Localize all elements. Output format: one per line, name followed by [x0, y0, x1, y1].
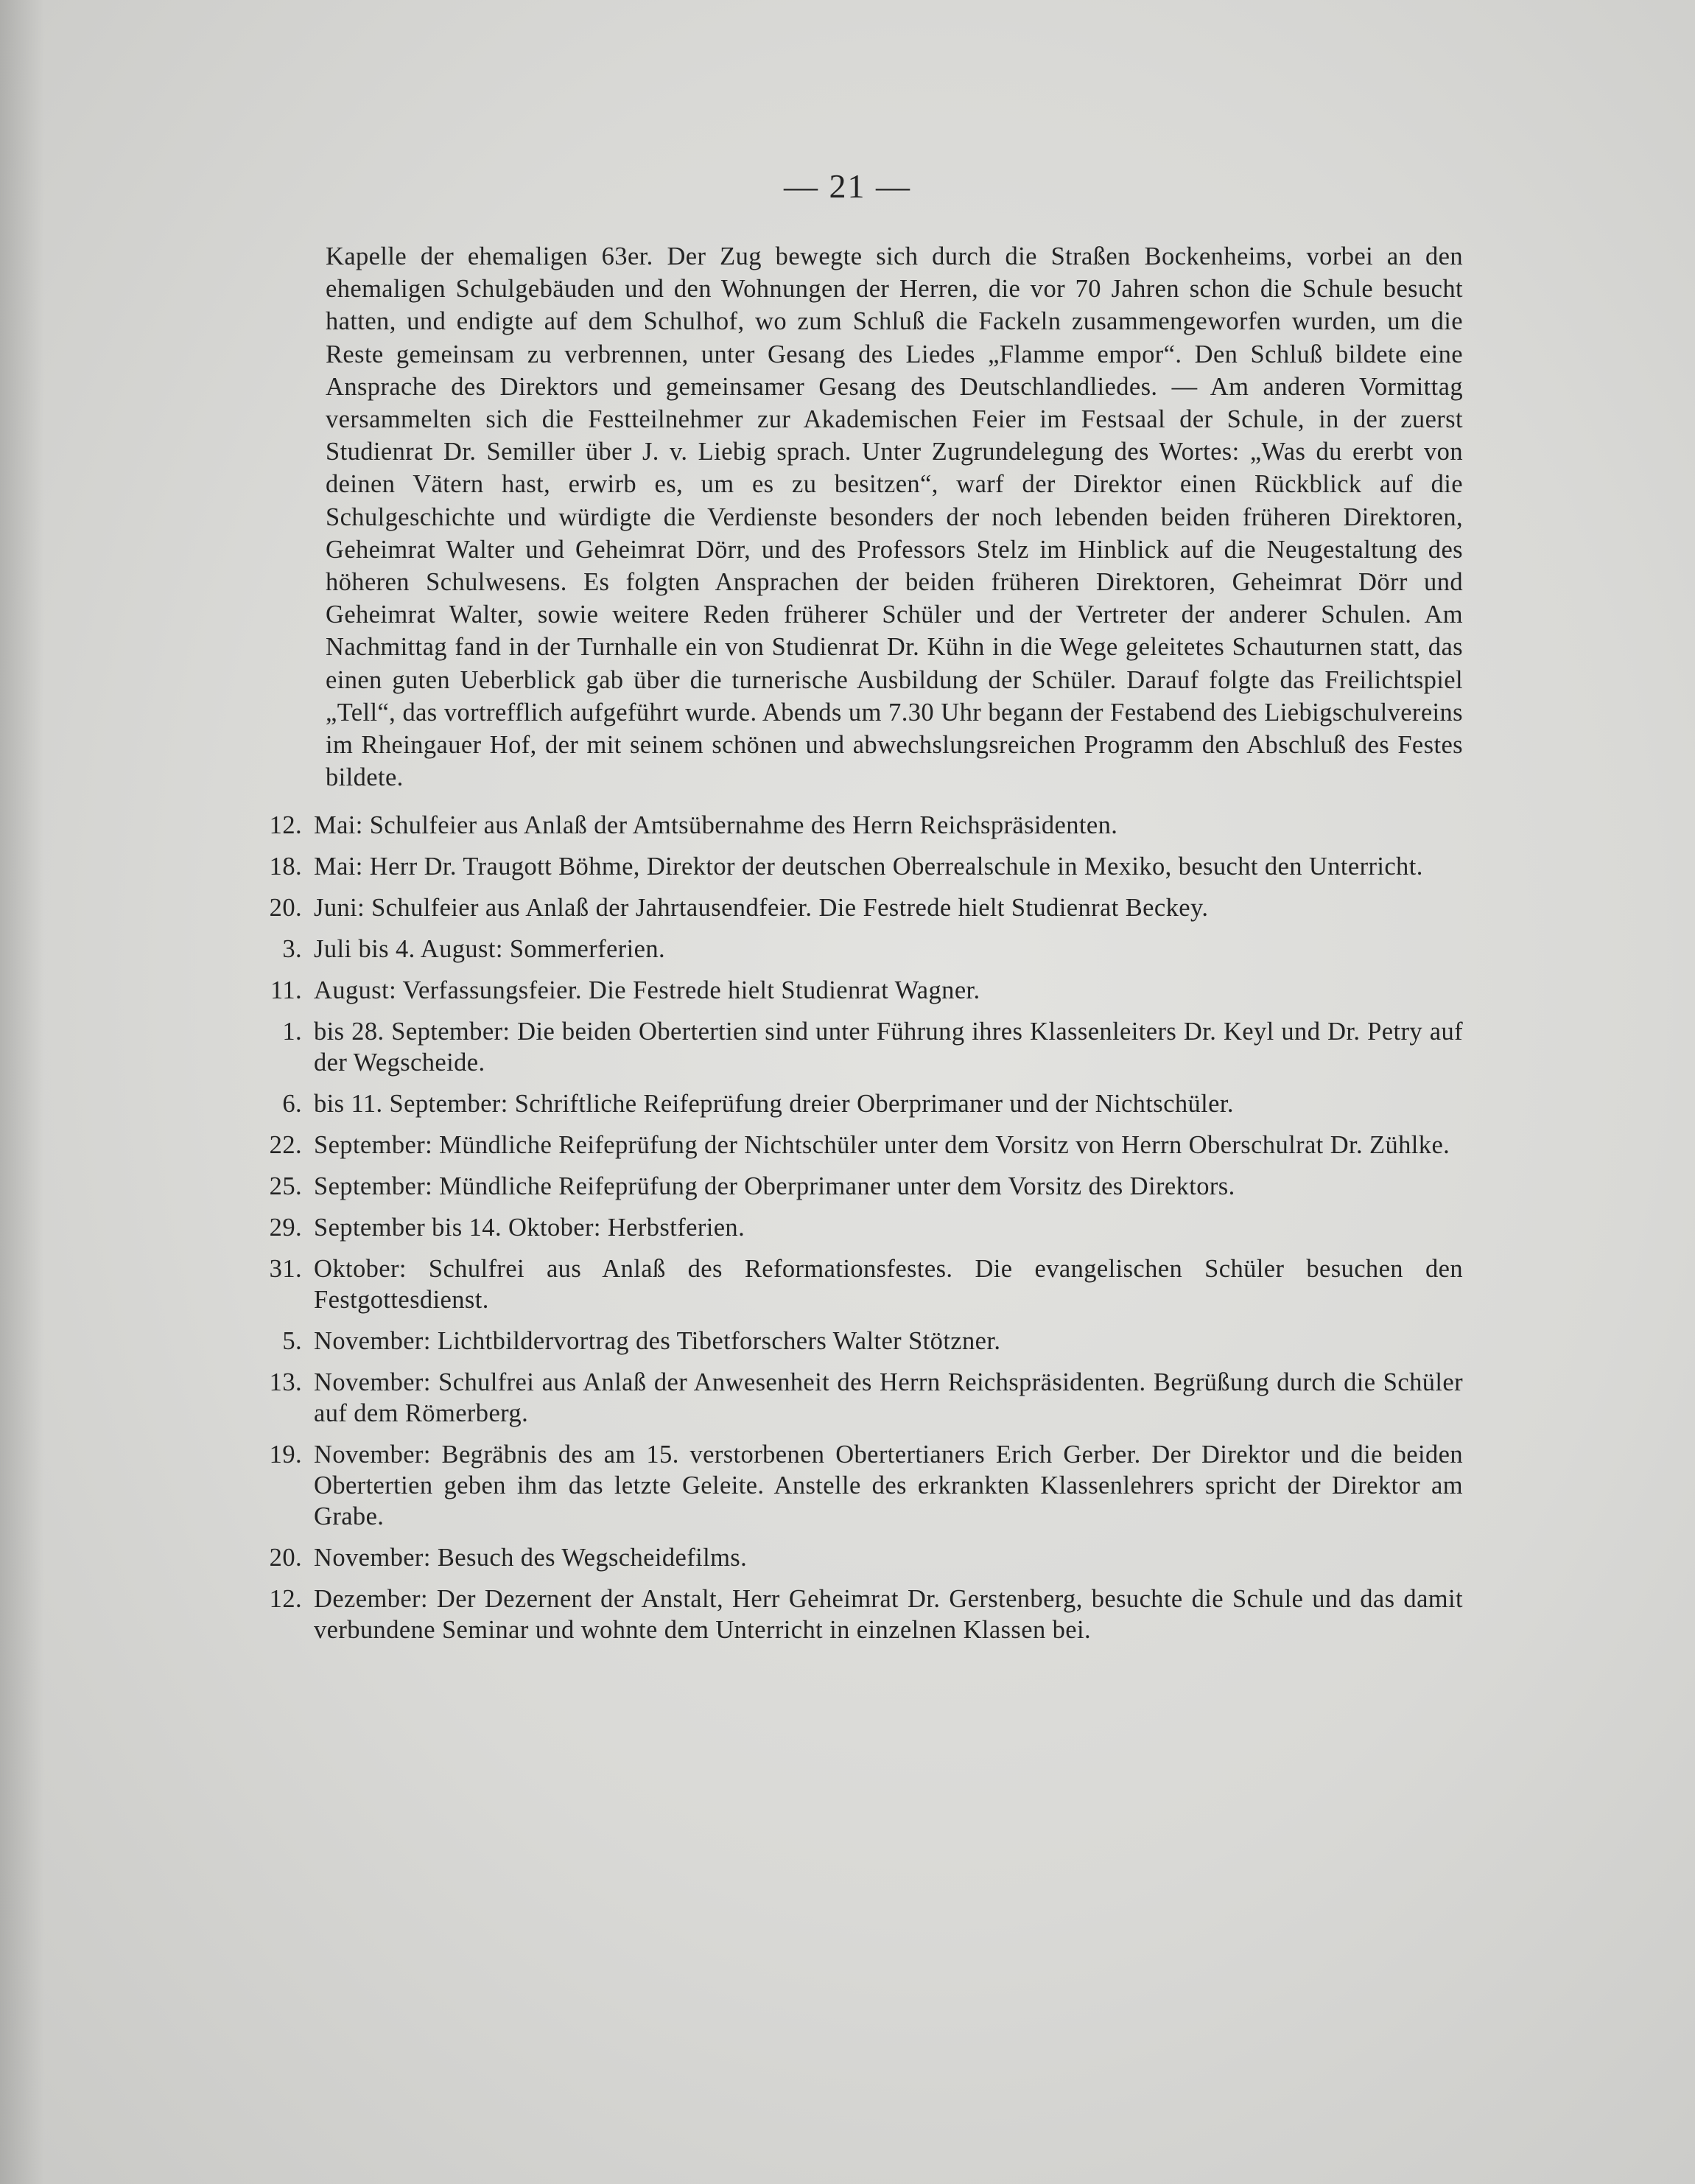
event-date: 13.: [269, 1368, 302, 1397]
event-item: [248, 975, 1463, 1006]
event-list: [248, 810, 1463, 1645]
page-edge-shadow: [0, 0, 44, 2184]
event-date: 31.: [269, 1255, 302, 1284]
event-date: 1.: [282, 1018, 302, 1046]
event-text: bis 28. September: Die beiden Obertertien sind unter Führung ihres Klassenleiters Dr. Keyl und Dr. Petry auf der Wegscheide.: [314, 1018, 1463, 1077]
event-text: Juli bis 4. August: Sommerferien.: [314, 935, 666, 964]
event-item: [248, 1171, 1463, 1202]
event-text: September: Mündliche Reifeprüfung der Oberprimaner unter dem Vorsitz des Direktors.: [314, 1172, 1235, 1201]
event-date: 19.: [269, 1441, 302, 1469]
event-item: [248, 1253, 1463, 1315]
event-date: 20.: [269, 894, 302, 923]
event-item: [248, 1088, 1463, 1119]
page-body: [248, 240, 1463, 1656]
event-date: 3.: [282, 935, 302, 964]
event-item: [248, 1326, 1463, 1357]
event-item: [248, 934, 1463, 965]
event-item: [248, 1542, 1463, 1573]
event-date: 6.: [282, 1090, 302, 1119]
event-item: [248, 1439, 1463, 1532]
event-text: November: Besuch des Wegscheidefilms.: [314, 1544, 748, 1572]
event-date: 12.: [269, 811, 302, 840]
event-text: bis 11. September: Schriftliche Reifeprüfung dreier Oberprimaner und der Nichtschüler.: [314, 1090, 1234, 1119]
event-text: Oktober: Schulfrei aus Anlaß des Reformationsfestes. Die evangelischen Schüler besuchen den Festgottesdienst.: [314, 1255, 1463, 1315]
event-text: September: Mündliche Reifeprüfung der Nichtschüler unter dem Vorsitz von Herrn Oberschulrat Dr. Zühlke.: [314, 1131, 1450, 1160]
event-text: Dezember: Der Dezernent der Anstalt, Herr Geheimrat Dr. Gerstenberg, besuchte die Schule und das damit verbundene Seminar und wohnte dem Unterricht in einzelnen Klassen bei.: [314, 1585, 1463, 1645]
event-text: Juni: Schulfeier aus Anlaß der Jahrtausendfeier. Die Festrede hielt Studienrat Beckey.: [314, 894, 1209, 923]
event-text: November: Schulfrei aus Anlaß der Anwesenheit des Herrn Reichspräsidenten. Begrüßung durch die Schüler auf dem Römerberg.: [314, 1368, 1463, 1428]
page-number: — 21 —: [784, 167, 911, 205]
event-date: 20.: [269, 1544, 302, 1572]
event-item: [248, 810, 1463, 841]
event-item: [248, 1016, 1463, 1078]
event-date: 25.: [269, 1172, 302, 1201]
event-text: November: Lichtbildervortrag des Tibetforschers Walter Stötzner.: [314, 1327, 1001, 1356]
event-date: 5.: [282, 1327, 302, 1356]
event-text: September bis 14. Oktober: Herbstferien.: [314, 1214, 745, 1242]
event-item: [248, 1212, 1463, 1243]
event-date: 12.: [269, 1585, 302, 1614]
event-text: November: Begräbnis des am 15. verstorbenen Obertertianers Erich Gerber. Der Direktor und die beiden Obertertien geben ihm das letzte Geleite. Anstelle des erkrankten Klassenlehrers spricht der Direktor am Grabe.: [314, 1441, 1463, 1531]
intro-paragraph: Kapelle der ehemaligen 63er. Der Zug bewegte sich durch die Straßen Bockenheims, vorbei an den ehemaligen Schulgebäuden und den Wohnungen der Herren, die vor 70 Jahren schon die Schule besucht hatten, und endigte auf dem Schulhof, wo zum Schluß die Fackeln zusammengeworfen wurden, um die Reste gemeinsam zu verbrennen, unter Gesang des Liedes „Flamme empor“. Den Schluß bildete eine Ansprache des Direktors und gemeinsamer Gesang des Deutschlandliedes. — Am anderen Vormittag versammelten sich die Festteilnehmer zur Akademischen Feier im Festsaal der Schule, in der zuerst Studienrat Dr. Semiller über J. v. Liebig sprach. Unter Zugrundelegung des Wortes: „Was du ererbt von deinen Vätern hast, erwirb es, um es zu besitzen“, warf der Direktor einen Rückblick auf die Schulgeschichte und würdigte die Verdienste besonders der noch lebenden beiden früheren Direktoren, Geheimrat Walter und Geheimrat Dörr, und des Professors Stelz im Hinblick auf die Neugestaltung des höheren Schulwesens. Es folgten Ansprachen der beiden früheren Direktoren, Geheimrat Dörr und Geheimrat Walter, sowie weitere Reden früherer Schüler und der Vertreter der anderer Schulen. Am Nachmittag fand in der Turnhalle ein von Studienrat Dr. Kühn in die Wege geleitetes Schauturnen statt, das einen guten Ueberblick gab über die turnerische Ausbildung der Schüler. Darauf folgte das Freilichtspiel „Tell“, das vortrefflich aufgeführt wurde. Abends um 7.30 Uhr begann der Festabend des Liebigschulvereins im Rheingauer Hof, der mit seinem schönen und abwechslungsreichen Programm den Abschluß des Festes bildete.: [326, 242, 1463, 792]
event-item: [248, 1130, 1463, 1161]
event-text: August: Verfassungsfeier. Die Festrede hielt Studienrat Wagner.: [314, 976, 980, 1005]
event-date: 11.: [270, 976, 302, 1005]
event-item: [248, 1583, 1463, 1645]
event-text: Mai: Herr Dr. Traugott Böhme, Direktor der deutschen Oberrealschule in Mexiko, besucht den Unterricht.: [314, 853, 1423, 881]
event-item: [248, 1367, 1463, 1429]
event-text: Mai: Schulfeier aus Anlaß der Amtsübernahme des Herrn Reichspräsidenten.: [314, 811, 1118, 840]
event-date: 18.: [269, 853, 302, 881]
event-date: 29.: [269, 1214, 302, 1242]
event-item: [248, 851, 1463, 882]
event-item: [248, 892, 1463, 923]
event-date: 22.: [269, 1131, 302, 1160]
